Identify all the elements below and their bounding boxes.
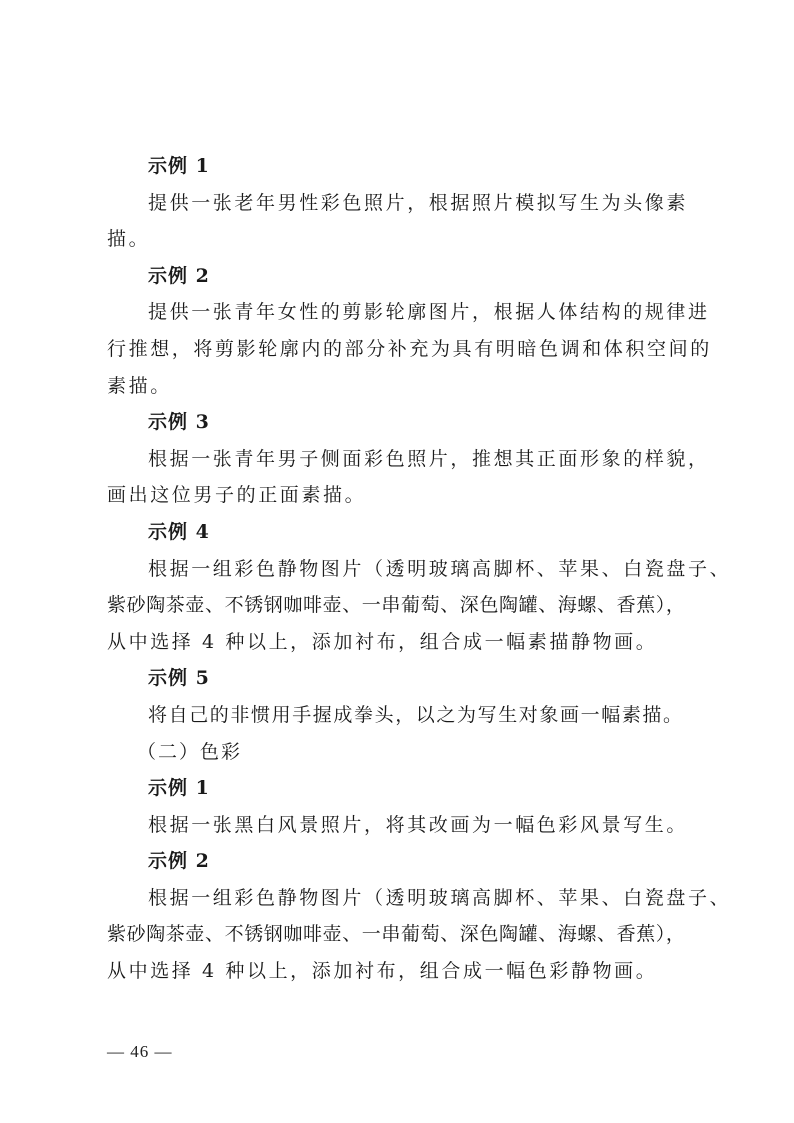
paragraph-line: 行推想，将剪影轮廓内的部分补充为具有明暗色调和体积空间的 <box>107 337 712 360</box>
example-heading: 示例 1 <box>148 777 210 800</box>
paragraph-line: 根据一组彩色静物图片（透明玻璃高脚杯、苹果、白瓷盘子、 <box>148 557 732 580</box>
example-heading: 示例 2 <box>148 850 210 873</box>
paragraph-line: 从中选择 4 种以上，添加衬布，组合成一幅素描静物画。 <box>107 630 658 653</box>
paragraph-line: 紫砂陶茶壶、不锈钢咖啡壶、一串葡萄、深色陶罐、海螺、香蕉）， <box>107 594 686 617</box>
document-body <box>107 148 732 990</box>
page-number: — 46 — <box>107 1042 173 1061</box>
paragraph-line: 紫砂陶茶壶、不锈钢咖啡壶、一串葡萄、深色陶罐、海螺、香蕉）， <box>107 923 686 946</box>
paragraph-line: 将自己的非惯用手握成拳头，以之为写生对象画一幅素描。 <box>148 703 684 726</box>
paragraph-line: 提供一张老年男性彩色照片，根据照片模拟写生为头像素 <box>148 191 689 214</box>
paragraph-line: 素描。 <box>107 374 172 397</box>
section-title-color: （二）色彩 <box>137 740 243 763</box>
paragraph-line: 描。 <box>107 228 151 251</box>
paragraph-line: 画出这位男子的正面素描。 <box>107 484 367 507</box>
example-heading: 示例 5 <box>148 667 210 690</box>
example-heading: 示例 2 <box>148 264 210 287</box>
paragraph-line: 提供一张青年女性的剪影轮廓图片，根据人体结构的规律进 <box>148 301 710 324</box>
paragraph-line: 根据一张黑白风景照片，将其改画为一幅色彩风景写生。 <box>148 813 689 836</box>
example-heading: 示例 3 <box>148 411 210 434</box>
example-heading: 示例 4 <box>148 520 210 543</box>
paragraph-line: 根据一组彩色静物图片（透明玻璃高脚杯、苹果、白瓷盘子、 <box>148 886 732 909</box>
example-heading: 示例 1 <box>148 155 210 177</box>
paragraph-line: 从中选择 4 种以上，添加衬布，组合成一幅色彩静物画。 <box>107 960 658 983</box>
paragraph-line: 根据一张青年男子侧面彩色照片，推想其正面形象的样貌， <box>148 447 710 470</box>
